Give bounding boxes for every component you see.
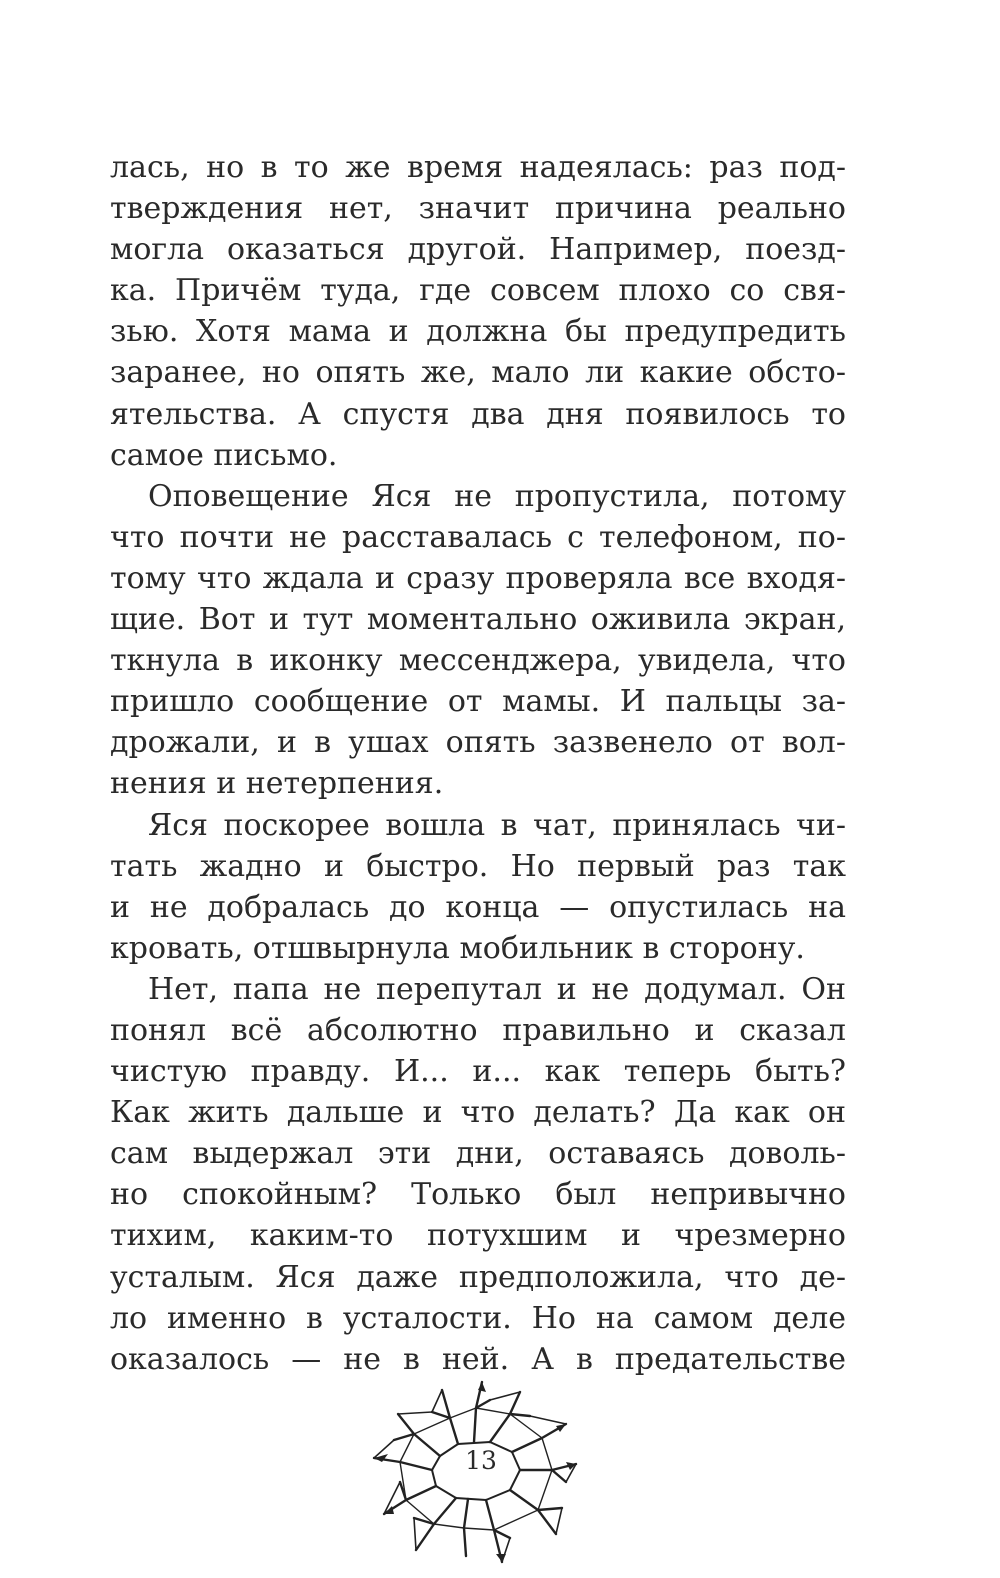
- text-line: чистую правду. И... и... как теперь быть?: [110, 1054, 846, 1090]
- paragraph-start-line: Нет, папа не перепутал и не додумал. Он: [148, 971, 846, 1007]
- text-line: но спокойным? Только был непривычно: [110, 1177, 846, 1213]
- text-line: нения и нетерпения.: [110, 766, 444, 802]
- text-line: ятельства. А спустя два дня появилось то: [110, 396, 846, 432]
- page-number: 13: [465, 1446, 497, 1475]
- text-line: тихим, каким-то потухшим и чрезмерно: [110, 1218, 846, 1254]
- text-line: ткнула в иконку мессенджера, увидела, что: [110, 643, 846, 679]
- text-line: оказалось — не в ней. А в предательстве: [110, 1341, 846, 1377]
- text-line: сам выдержал эти дни, оставаясь доволь-: [110, 1136, 846, 1172]
- paragraph-start-line: Оповещение Яся не пропустила, потому: [148, 478, 846, 514]
- text-line: Как жить дальше и что делать? Да как он: [110, 1095, 846, 1131]
- body-text: [110, 147, 846, 1380]
- text-line: заранее, но опять же, мало ли какие обсто-: [110, 355, 846, 391]
- text-line: и не добралась до конца — опустилась на: [110, 889, 846, 925]
- paragraph-start-line: Яся поскорее вошла в чат, принялась чи-: [148, 807, 846, 843]
- text-line: лась, но в то же время надеялась: раз под-: [110, 150, 846, 185]
- text-line: щие. Вот и тут моментально оживила экран,: [110, 602, 846, 638]
- text-line: понял всё абсолютно правильно и сказал: [110, 1012, 846, 1048]
- text-line: тому что ждала и сразу проверяла все входя-: [110, 560, 846, 596]
- text-line: пришло сообщение от мамы. И пальцы за-: [110, 684, 846, 720]
- text-line: ло именно в усталости. Но на самом деле: [110, 1300, 846, 1336]
- text-line: дрожали, и в ушах опять зазвенело от вол-: [110, 725, 846, 761]
- text-line: могла оказаться другой. Например, поезд-: [110, 232, 846, 268]
- text-line: тверждения нет, значит причина реально: [110, 191, 846, 227]
- text-line: что почти не расставалась с телефоном, по-: [110, 519, 846, 555]
- text-line: ка. Причём туда, где совсем плохо со свя-: [110, 273, 846, 309]
- text-line: самое письмо.: [110, 437, 338, 473]
- text-line: усталым. Яся даже предположила, что де-: [110, 1259, 846, 1295]
- text-line: кровать, отшвырнула мобильник в сторону.: [110, 930, 805, 966]
- text-line: тать жадно и быстро. Но первый раз так: [110, 848, 846, 884]
- text-line: зью. Хотя мама и должна бы предупредить: [110, 314, 846, 350]
